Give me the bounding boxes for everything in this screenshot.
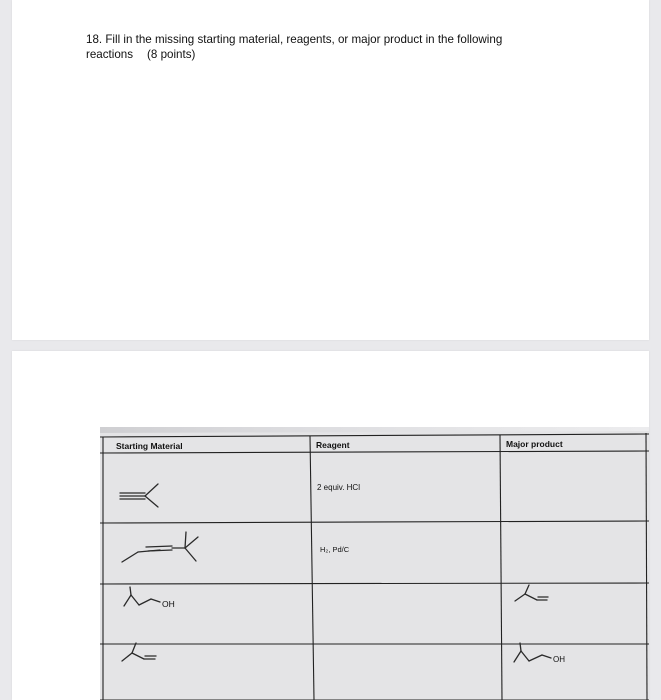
question-points: (8 points) — [147, 48, 196, 61]
header-starting-material: Starting Material — [116, 441, 183, 451]
header-major-product: Major product — [506, 439, 563, 449]
table-paper — [100, 431, 649, 700]
row3-oh-label: OH — [162, 599, 175, 609]
reaction-table — [100, 427, 649, 700]
table-photo — [100, 427, 649, 700]
reagent-row-2: H₂, Pd/C — [320, 545, 350, 554]
question-reactions-label: reactions — [86, 48, 134, 61]
table-photo-card — [12, 351, 649, 700]
question-text — [86, 32, 556, 62]
reagent-row-1: 2 equiv. HCl — [317, 483, 360, 492]
question-line-1: 18. Fill in the missing starting material, reagents, or major product in the following — [86, 33, 503, 46]
header-reagent: Reagent — [316, 440, 350, 450]
question-card — [12, 0, 649, 340]
question-line-2 — [86, 47, 556, 62]
row4-oh-label: OH — [553, 655, 565, 664]
